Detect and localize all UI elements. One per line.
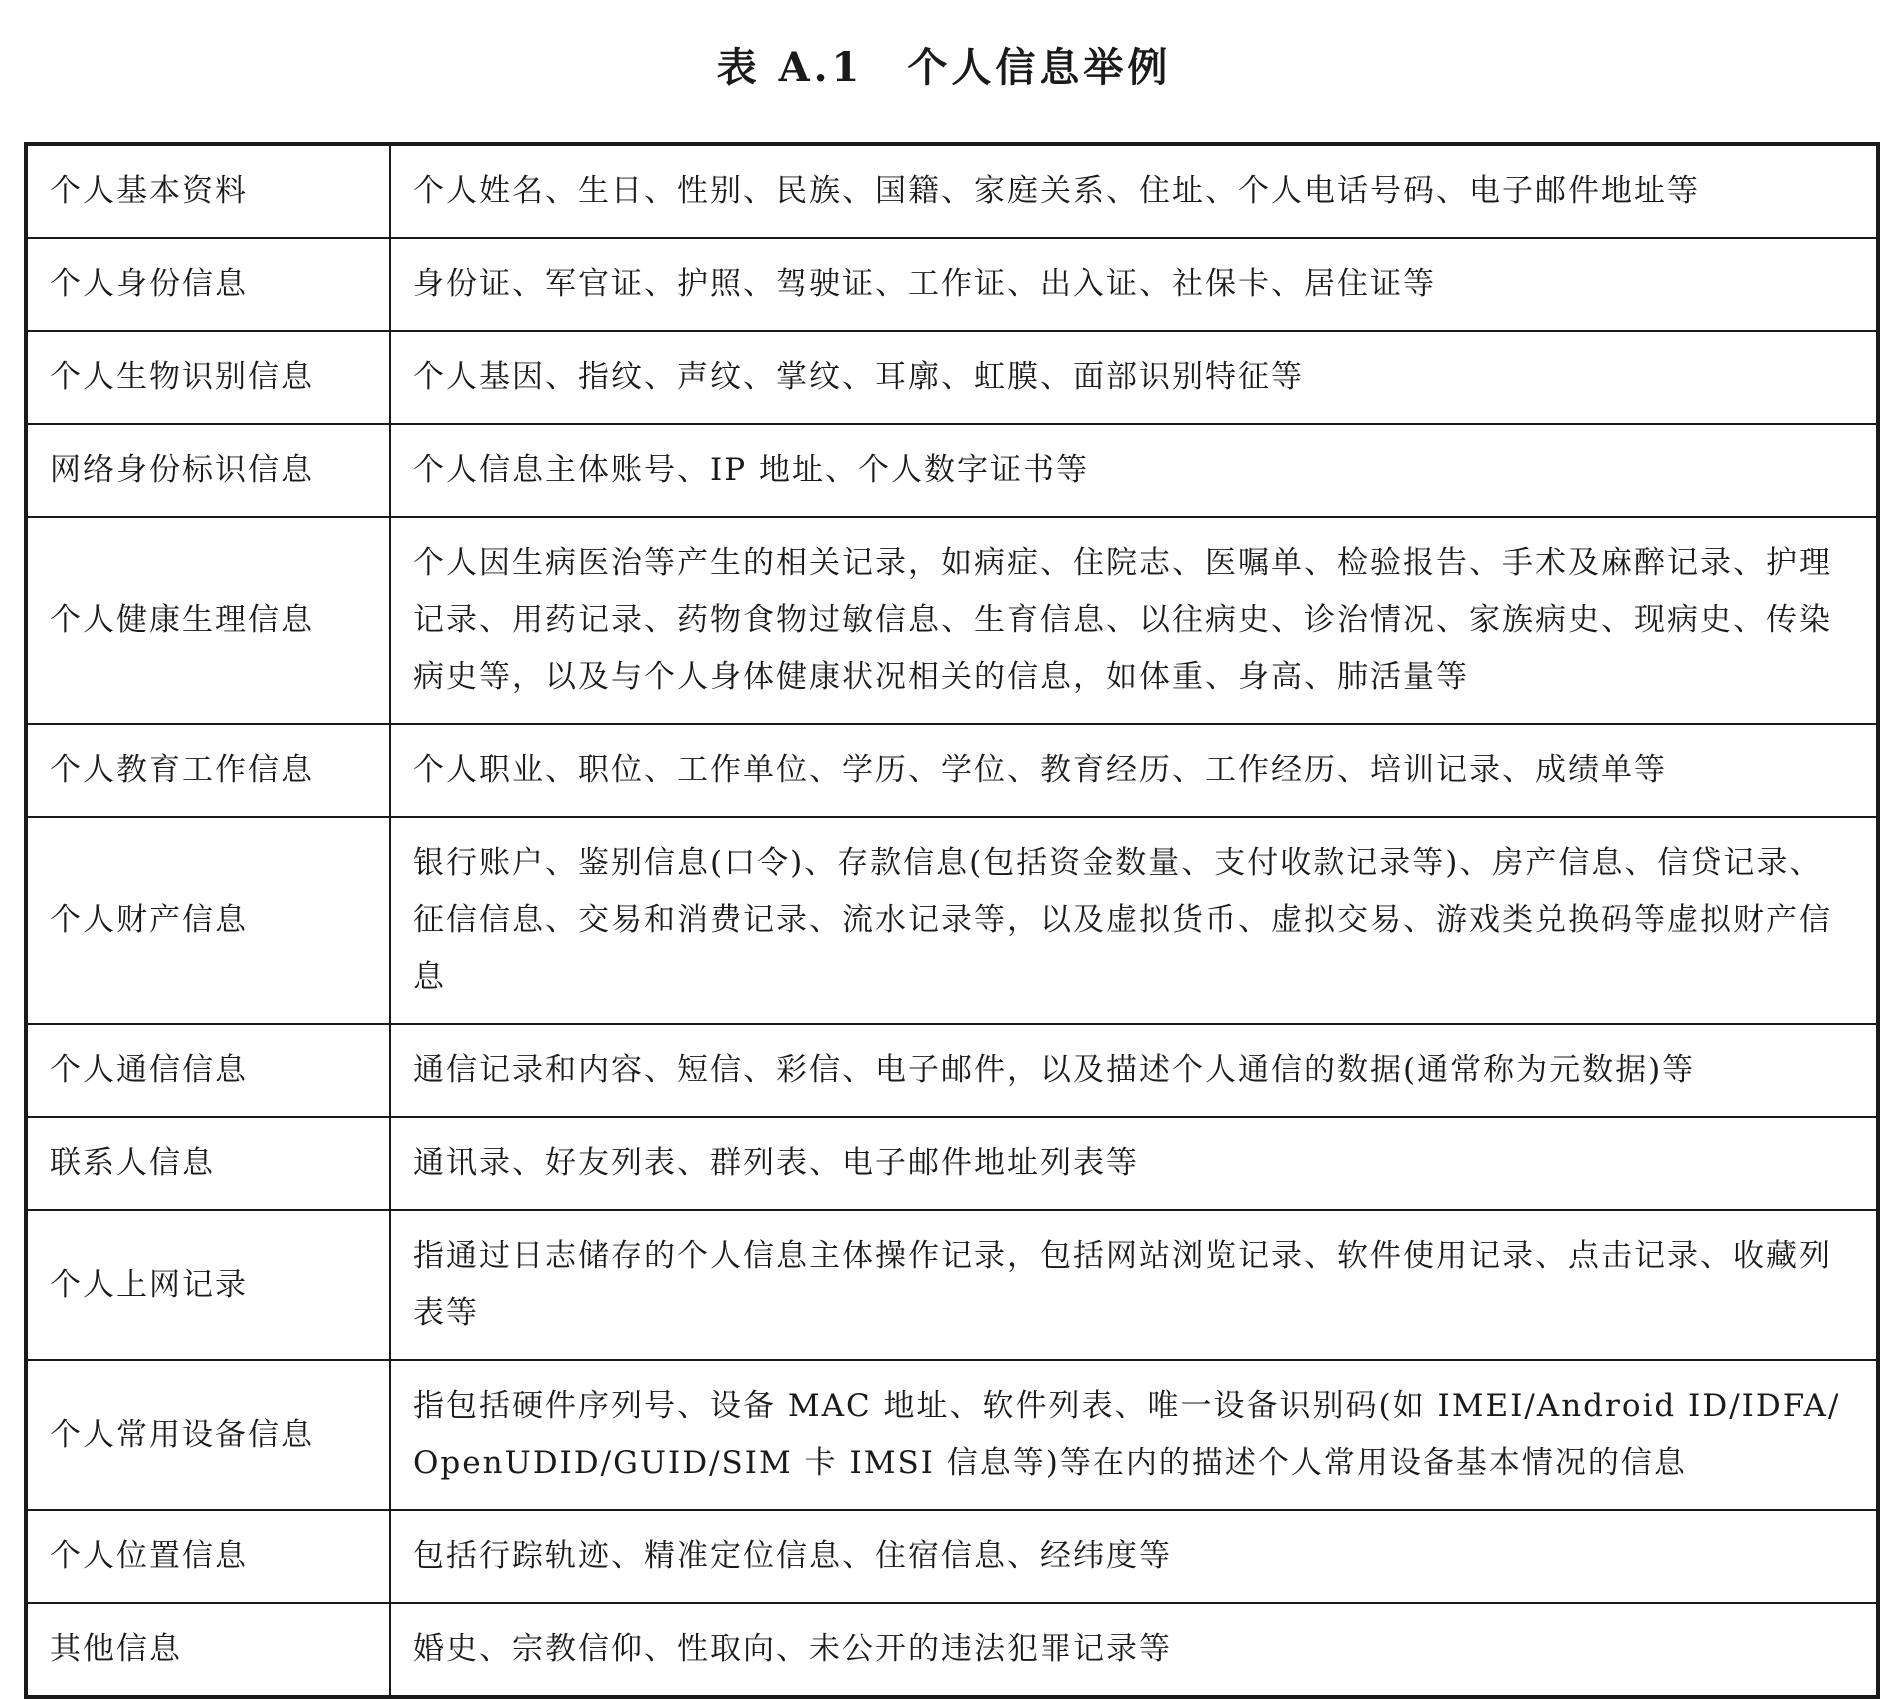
row-category: 个人通信信息 — [26, 1024, 390, 1117]
row-category: 其他信息 — [26, 1603, 390, 1697]
table-row — [26, 1210, 1878, 1360]
row-examples: 个人姓名、生日、性别、民族、国籍、家庭关系、住址、个人电话号码、电子邮件地址等 — [390, 144, 1878, 238]
table-row — [26, 1603, 1878, 1697]
row-category: 个人常用设备信息 — [26, 1360, 390, 1510]
row-category: 个人基本资料 — [26, 144, 390, 238]
table-row — [26, 517, 1878, 724]
table-row — [26, 1360, 1878, 1510]
row-category: 联系人信息 — [26, 1117, 390, 1210]
row-category: 个人生物识别信息 — [26, 331, 390, 424]
row-examples: 个人基因、指纹、声纹、掌纹、耳廓、虹膜、面部识别特征等 — [390, 331, 1878, 424]
row-category: 个人健康生理信息 — [26, 517, 390, 724]
row-examples: 婚史、宗教信仰、性取向、未公开的违法犯罪记录等 — [390, 1603, 1878, 1697]
table-row — [26, 144, 1878, 238]
row-examples: 个人因生病医治等产生的相关记录，如病症、住院志、医嘱单、检验报告、手术及麻醉记录、护理记录、用药记录、药物食物过敏信息、生育信息、以往病史、诊治情况、家族病史、现病史、传染病史等，以及与个人身体健康状况相关的信息，如体重、身高、肺活量等 — [390, 517, 1878, 724]
row-examples: 指包括硬件序列号、设备 MAC 地址、软件列表、唯一设备识别码(如 IMEI/Android ID/IDFA/OpenUDID/GUID/SIM 卡 IMSI 信息等)等在内的描述个人常用设备基本情况的信息 — [390, 1360, 1878, 1510]
table-row — [26, 1117, 1878, 1210]
personal-info-table — [24, 142, 1880, 1699]
row-category: 个人财产信息 — [26, 817, 390, 1024]
table-row — [26, 1510, 1878, 1603]
row-examples: 通信记录和内容、短信、彩信、电子邮件，以及描述个人通信的数据(通常称为元数据)等 — [390, 1024, 1878, 1117]
table-row — [26, 424, 1878, 517]
row-examples: 包括行踪轨迹、精准定位信息、住宿信息、经纬度等 — [390, 1510, 1878, 1603]
table-row — [26, 331, 1878, 424]
row-examples: 个人信息主体账号、IP 地址、个人数字证书等 — [390, 424, 1878, 517]
row-examples: 银行账户、鉴别信息(口令)、存款信息(包括资金数量、支付收款记录等)、房产信息、信贷记录、征信信息、交易和消费记录、流水记录等，以及虚拟货币、虚拟交易、游戏类兑换码等虚拟财产信息 — [390, 817, 1878, 1024]
row-category: 网络身份标识信息 — [26, 424, 390, 517]
table-row — [26, 724, 1878, 817]
row-examples: 个人职业、职位、工作单位、学历、学位、教育经历、工作经历、培训记录、成绩单等 — [390, 724, 1878, 817]
row-category: 个人身份信息 — [26, 238, 390, 331]
table-title: 表 A.1 个人信息举例 — [716, 44, 1172, 91]
table-row — [26, 817, 1878, 1024]
row-category: 个人位置信息 — [26, 1510, 390, 1603]
table-container — [24, 142, 1876, 1699]
row-examples: 通讯录、好友列表、群列表、电子邮件地址列表等 — [390, 1117, 1878, 1210]
table-row — [26, 1024, 1878, 1117]
row-examples: 指通过日志储存的个人信息主体操作记录，包括网站浏览记录、软件使用记录、点击记录、收藏列表等 — [390, 1210, 1878, 1360]
row-category: 个人教育工作信息 — [26, 724, 390, 817]
table-row — [26, 238, 1878, 331]
row-category: 个人上网记录 — [26, 1210, 390, 1360]
row-examples: 身份证、军官证、护照、驾驶证、工作证、出入证、社保卡、居住证等 — [390, 238, 1878, 331]
